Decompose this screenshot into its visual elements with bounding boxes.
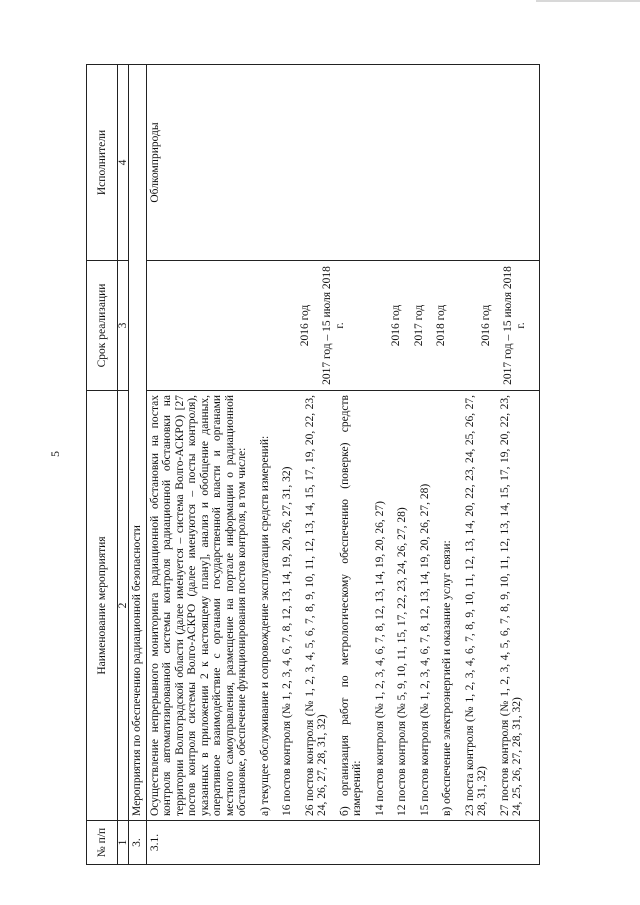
section-number: 3. xyxy=(129,821,147,865)
rotated-table-area xyxy=(86,65,606,865)
term-spacer xyxy=(149,265,299,386)
term-cell xyxy=(146,261,540,391)
subsection-heading: в) обеспечение электроэнергией и оказание услуг связи: xyxy=(441,540,453,816)
executor-name: Облкомприроды xyxy=(148,122,161,203)
item-number: 3.1. xyxy=(146,821,540,865)
section-row xyxy=(129,65,147,865)
term-value: 2017 год xyxy=(412,304,425,347)
executor-cell xyxy=(146,65,540,261)
term-value: 2017 год – 15 июля 2018 г. xyxy=(321,266,346,385)
scan-edge-line xyxy=(536,0,640,2)
column-number-row xyxy=(118,65,129,865)
subsection-entry: 26 постов контроля (№ 1, 2, 3, 4, 5, 6, 7, 8, 9, 10, 11, 12, 13, 14, 15, 17, 19, 20, 22, 23, 24, 26, 27, 28, 31, 32) xyxy=(303,395,328,816)
subsection-entry: 15 постов контроля (№ 1, 2, 3, 4, 6, 7, 8, 12, 13, 14, 19, 20, 26, 27, 28) xyxy=(418,483,431,816)
column-number: 4 xyxy=(118,65,129,261)
subsection-entry: 14 постов контроля (№ 1, 2, 3, 4, 6, 7, 8, 12, 13, 14, 19, 20, 26, 27) xyxy=(373,501,386,816)
item-description-cell xyxy=(146,391,540,821)
term-value: 2016 год xyxy=(479,304,492,347)
table-header-row xyxy=(87,65,118,865)
column-number: 2 xyxy=(118,391,129,821)
subsection-heading: а) текущее обслуживание и сопровождение эксплуатации средств измерений: xyxy=(258,435,271,816)
action-plan-table xyxy=(86,64,540,865)
section-title: Мероприятия по обеспечению радиационной безопасности xyxy=(129,65,147,821)
column-number: 3 xyxy=(118,261,129,391)
subsection-entry: 16 постов контроля (№ 1, 2, 3, 4, 6, 7, 8, 12, 13, 14, 19, 20, 26, 27, 31, 32) xyxy=(281,466,293,816)
page-number: 5 xyxy=(48,451,62,457)
term-value: 2017 год – 15 июля 2018 г. xyxy=(502,266,527,385)
term-spacer xyxy=(458,265,480,386)
subsection-entry: 12 постов контроля (№ 5, 9, 10, 11, 15, 17, 22, 23, 24, 26, 27, 28) xyxy=(396,507,408,816)
term-value: 2016 год xyxy=(390,304,402,347)
header-executors: Исполнители xyxy=(87,65,118,261)
subsection-entry: 27 постов контроля (№ 1, 2, 3, 4, 5, 6, 7, 8, 9, 10, 11, 12, 13, 14, 15, 17, 19, 20, 22, 23, 24, 25, 26, 27, 28, 31, 32) xyxy=(498,395,523,816)
header-term: Срок реализации xyxy=(87,261,118,391)
term-spacer xyxy=(356,265,390,386)
header-number: № п/п xyxy=(87,821,118,865)
header-name: Наименование мероприятия xyxy=(87,391,118,821)
subsection-entry: 23 поста контроля (№ 1, 2, 3, 4, 6, 7, 8, 9, 10, 11, 12, 13, 14, 20, 22, 23, 24, 25, 26, 27, 28, 31, 32) xyxy=(463,395,488,816)
term-value: 2018 год xyxy=(435,304,447,347)
item-description: Осуществление непрерывного мониторинга радиационной обстановки на постах контроля автоматизированной системы контроля радиационной обстановки на территории Волгоградской области (далее именуется – система Волго-АСКРО) [27 постов контроля системы Волго-АСКРО (далее именуются – посты контроля), указанных в приложении 2 к настоящему плану], анализ и обобщение данных, оперативное взаимодействие с органами государственной власти и органами местного самоуправления, размещение на портале информации о радиационной обстановке, обеспечение функционирования постов контроля, в том числе: xyxy=(148,395,248,816)
subsection-heading: б) организация работ по метрологическому обеспечению (поверке) средств измерений: xyxy=(338,395,363,816)
column-number: 1 xyxy=(118,821,129,865)
item-row xyxy=(146,65,540,865)
term-value: 2016 год xyxy=(298,304,311,347)
